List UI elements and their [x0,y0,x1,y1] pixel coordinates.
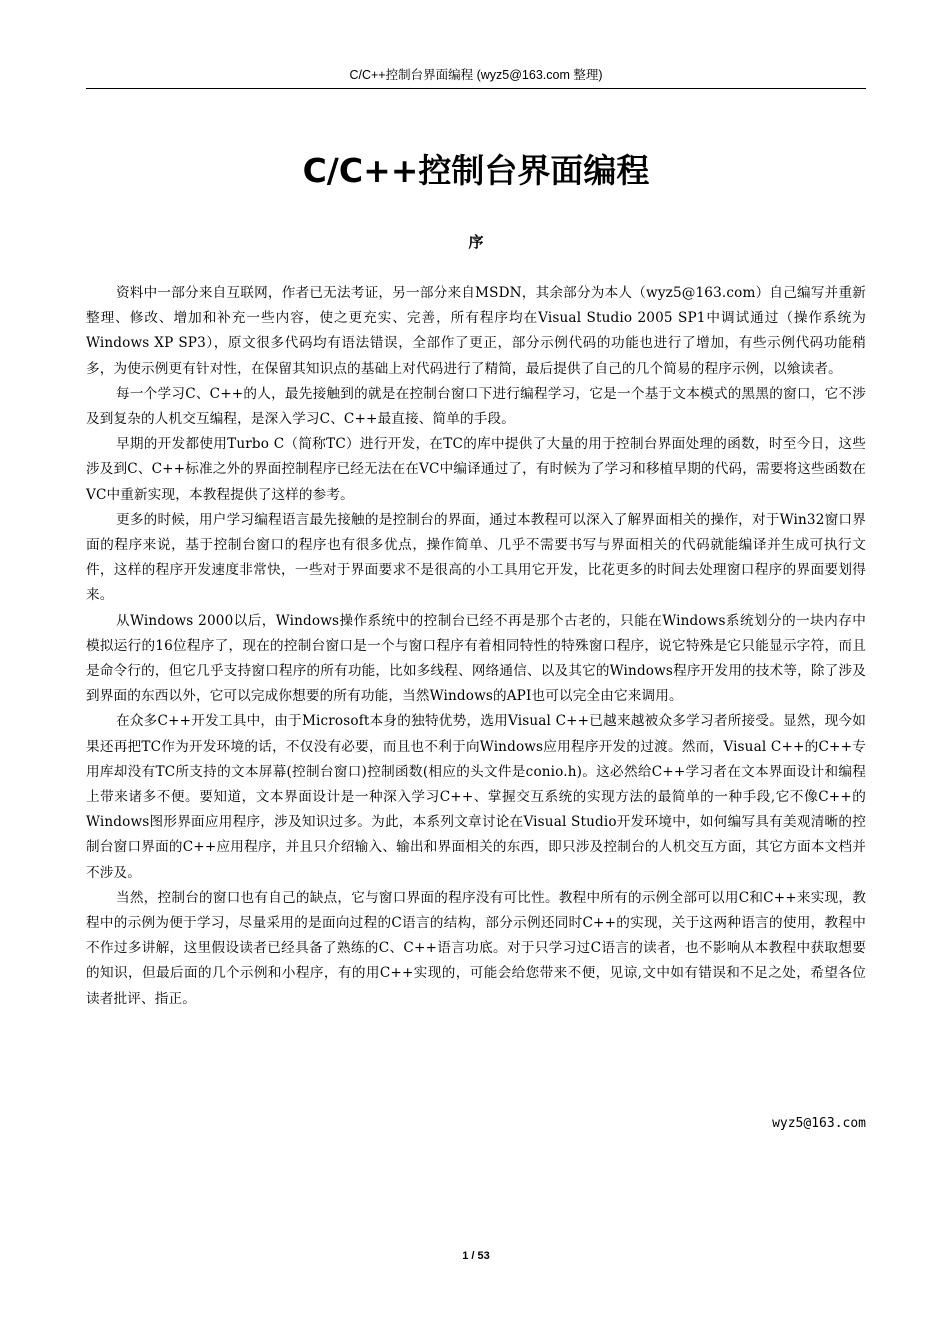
page-number: 1 / 53 [462,1250,490,1262]
section-heading: 序 [468,233,484,251]
paragraph: 更多的时候，用户学习编程语言最先接触的是控制台的界面，通过本教程可以深入了解界面相关的操作，对于Win32窗口界面的程序来说，基于控制台窗口的程序也有很多优点，操作简单、几乎不需要书写与界面相关的代码就能编译并生成可执行文件，这样的程序开发速度非常快，一些对于界面要求不是很高的小工具用它开发，比花更多的时间去处理窗口程序的界面要划得来。 [86,511,866,604]
running-header: C/C++控制台界面编程 (wyz5@163.com 整理) [349,68,603,82]
paragraph: 当然，控制台的窗口也有自己的缺点，它与窗口界面的程序没有可比性。教程中所有的示例全部可以用C和C++来实现，教程中的示例为便于学习，尽量采用的是面向过程的C语言的结构，部分示例还同时C++的实现，关于这两种语言的使用，教程中不作过多讲解，这里假设读者已经具备了熟练的C、C++语言功底。对于只学习过C语言的读者，也不影响从本教程中获取想要的知识，但最后面的几个示例和小程序，有的用C++实现的，可能会给您带来不便，见谅,文中如有错误和不足之处，希望各位读者批评、指正。 [86,889,866,1007]
author-email-signature: wyz5@163.com [772,1116,866,1131]
header-rule [86,88,866,89]
paragraph: 从Windows 2000以后，Windows操作系统中的控制台已经不再是那个古老的，只能在Windows系统划分的一块内存中模拟运行的16位程序了，现在的控制台窗口是一个与窗口程序有着相同特性的特殊窗口程序，说它特殊是它只能显示字符，而且是命令行的，但它几乎支持窗口程序的所有功能，比如多线程、网络通信、以及其它的Windows程序开发用的技术等，除了涉及到界面的东西以外，它可以完成你想要的所有功能，当然Windows的API也可以完全由它来调用。 [86,612,866,705]
document-title: C/C++控制台界面编程 [302,151,650,190]
paragraph: 在众多C++开发工具中，由于Microsoft本身的独特优势，选用Visual C++已越来越被众多学习者所接受。显然，现今如果还再把TC作为开发环境的话，不仅没有必要，而且也不利于向Windows应用程序开发的过渡。然而，Visual C++的C++专用库却没有TC所支持的文本屏幕(控制台窗口)控制函数(相应的头文件是conio.h)。这必然给C++学习者在文本界面设计和编程上带来诸多不便。要知道，文本界面设计是一种深入学习C++、掌握交互系统的实现方法的最简单的一种手段,它不像C++的Windows图形界面应用程序，涉及知识过多。为此，本系列文章讨论在Visual Studio开发环境中，如何编写具有美观清晰的控制台窗口界面的C++应用程序，并且只介绍输入、输出和界面相关的东西，即只涉及控制台的人机交互方面，其它方面本文档并不涉及。 [86,713,866,881]
paragraph: 每一个学习C、C++的人，最先接触到的就是在控制台窗口下进行编程学习，它是一个基于文本模式的黑黑的窗口，它不涉及到复杂的人机交互编程，是深入学习C、C++最直接、简单的手段。 [86,385,866,428]
paragraph: 早期的开发都使用Turbo C（简称TC）进行开发，在TC的库中提供了大量的用于控制台界面处理的函数，时至今日，这些涉及到C、C++标准之外的界面控制程序已经无法在在VC中编译通过了，有时候为了学习和移植早期的代码，需要将这些函数在VC中重新实现，本教程提供了这样的参考。 [86,436,866,503]
paragraph: 资料中一部分来自互联网，作者已无法考证，另一部分来自MSDN，其余部分为本人（wyz5@163.com）自己编写并重新整理、修改、增加和补充一些内容，使之更充实、完善，所有程序均在Visual Studio 2005 SP1中调试通过（操作系统为Windows XP SP3），原文很多代码均有语法错误，全部作了更正，部分示例代码的功能也进行了增加，有些示例代码功能稍多，为使示例更有针对性，在保留其知识点的基础上对代码进行了精简，最后提供了自己的几个简易的程序示例，以飨读者。 [86,285,866,377]
body-text [86,281,866,1012]
